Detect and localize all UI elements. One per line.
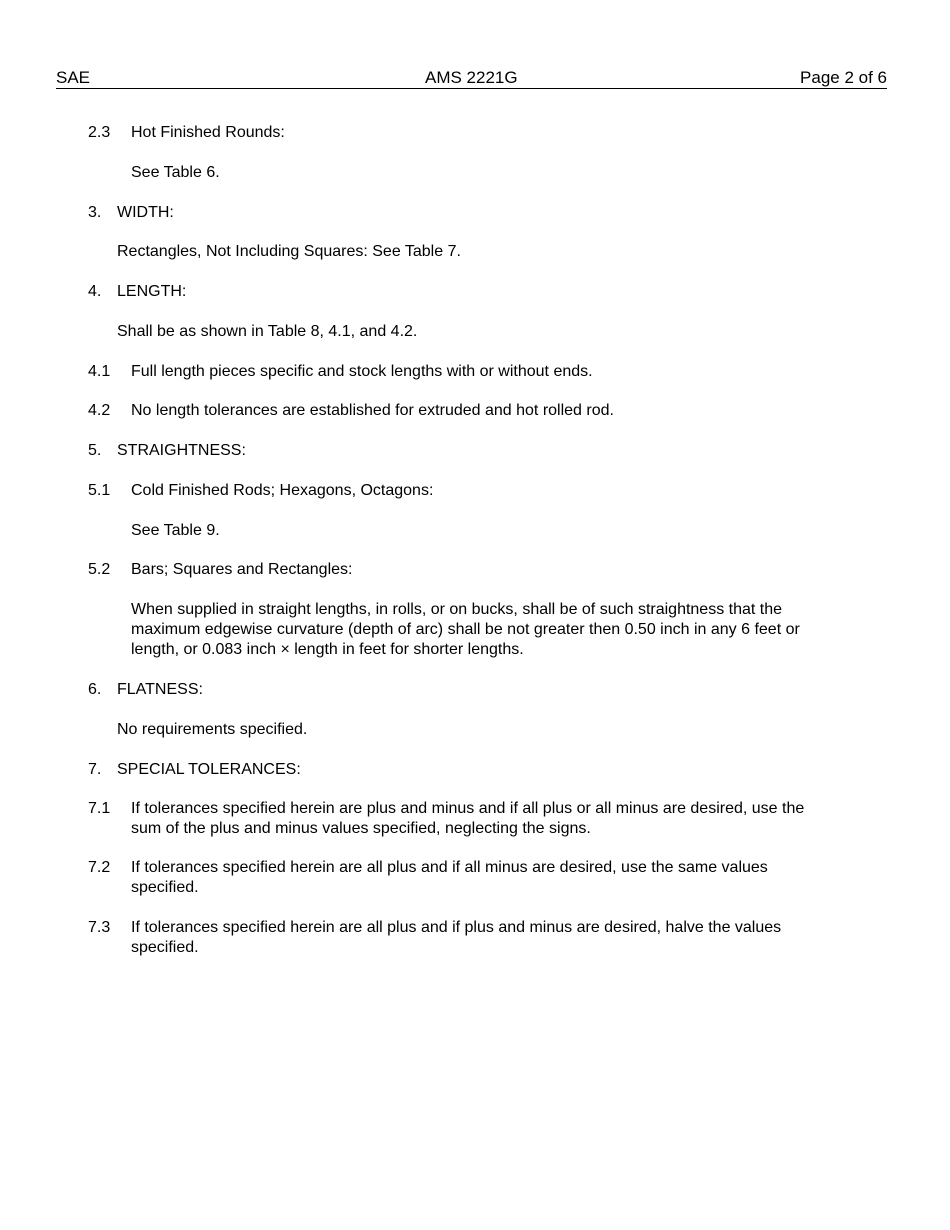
- section-5-2-body-line: maximum edgewise curvature (depth of arc) shall be not greater then 0.50 inch in any 6 feet or: [131, 621, 800, 638]
- section-7-3-line: specified.: [131, 939, 199, 956]
- section-title: SPECIAL TOLERANCES:: [117, 761, 301, 778]
- section-7-3-line: If tolerances specified herein are all plus and if plus and minus are desired, halve the values: [131, 919, 782, 936]
- section-7-2-line: specified.: [131, 879, 199, 896]
- section-number: 5.2: [88, 561, 111, 578]
- section-4-body: Shall be as shown in Table 8, 4.1, and 4.2.: [117, 323, 418, 340]
- section-5-1-body: See Table 9.: [131, 522, 220, 539]
- section-title: Hot Finished Rounds:: [131, 124, 285, 141]
- section-number: 7.: [88, 761, 102, 778]
- section-number: 4.2: [88, 402, 111, 419]
- header-org: SAE: [56, 68, 91, 87]
- section-title: FLATNESS:: [117, 681, 203, 698]
- section-number: 4.: [88, 283, 102, 300]
- header-doc-id: AMS 2221G: [425, 68, 518, 87]
- section-title: LENGTH:: [117, 283, 187, 300]
- section-title: Cold Finished Rods; Hexagons, Octagons:: [131, 482, 434, 499]
- header-page-number: Page 2 of 6: [800, 68, 887, 87]
- section-title: Bars; Squares and Rectangles:: [131, 561, 353, 578]
- section-7-2-number: 7.2: [88, 859, 111, 876]
- section-number: 4.1: [88, 363, 111, 380]
- section-number: 6.: [88, 681, 102, 698]
- section-7-1-line: sum of the plus and minus values specified, neglecting the signs.: [131, 820, 591, 837]
- section-text: Full length pieces specific and stock lengths with or without ends.: [131, 363, 593, 380]
- section-5-2-body-line: length, or 0.083 inch × length in feet for shorter lengths.: [131, 641, 524, 658]
- section-title: STRAIGHTNESS:: [117, 442, 246, 459]
- section-7-2-line: If tolerances specified herein are all plus and if all minus are desired, use the same values: [131, 859, 768, 876]
- section-number: 5.: [88, 442, 102, 459]
- section-2-3-body: See Table 6.: [131, 164, 220, 181]
- section-7-1-number: 7.1: [88, 800, 111, 817]
- section-number: 5.1: [88, 482, 111, 499]
- section-number: 2.3: [88, 124, 111, 141]
- section-7-3-number: 7.3: [88, 919, 111, 936]
- section-6-body: No requirements specified.: [117, 721, 308, 738]
- section-number: 3.: [88, 204, 102, 221]
- section-text: No length tolerances are established for extruded and hot rolled rod.: [131, 402, 614, 419]
- section-3-body: Rectangles, Not Including Squares: See Table 7.: [117, 243, 461, 260]
- section-7-1-line: If tolerances specified herein are plus and minus and if all plus or all minus are desired, use the: [131, 800, 805, 817]
- section-5-2-body-line: When supplied in straight lengths, in rolls, or on bucks, shall be of such straightness that the: [131, 601, 783, 618]
- section-title: WIDTH:: [117, 204, 174, 221]
- page-header: [56, 68, 887, 89]
